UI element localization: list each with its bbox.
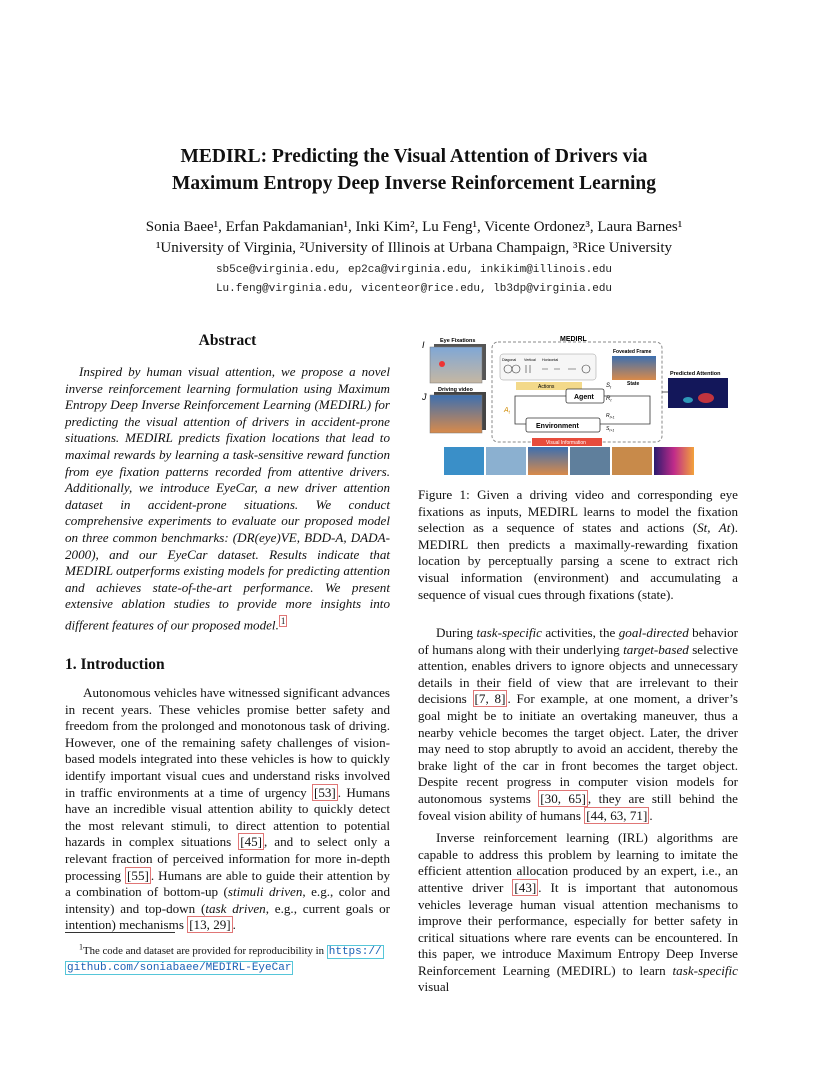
paragraph-3 bbox=[418, 830, 738, 996]
attention-hotspot bbox=[683, 397, 693, 403]
driving-video-label: Driving video bbox=[438, 387, 473, 393]
footnote bbox=[65, 939, 390, 976]
st1-label: $S_{t+1}$ bbox=[606, 426, 615, 433]
author-list: Sonia Baee¹, Erfan Pakdamanian¹, Inki Kim², Lu Feng¹, Vicente Ordonez³, Laura Barnes¹ bbox=[145, 219, 683, 235]
text-italic: task-specific bbox=[672, 962, 738, 978]
emails-line-1: sb5ce@virginia.edu, ep2ca@virginia.edu, inkikim@illinois.edu bbox=[215, 264, 613, 276]
text-span: . bbox=[649, 807, 653, 823]
at-label: $A_t$ bbox=[504, 407, 510, 415]
medirl-diagram bbox=[420, 334, 740, 479]
affiliations: ¹University of Virginia, ²University of Illinois at Urbana Champaign, ³Rice University bbox=[155, 240, 673, 256]
text-span: visual bbox=[418, 979, 450, 995]
j-label: J bbox=[422, 392, 427, 402]
caption-text: ). MEDIRL then predicts a maximally-rewarding fixation location by perceptually parsing a scene to extract rich visual information (environment) and accumulating a sequence of visual cues through fixations (state). bbox=[418, 520, 738, 602]
intro-paragraph-1 bbox=[65, 685, 390, 934]
text-span: activities, the bbox=[541, 625, 619, 640]
right-column-body bbox=[418, 625, 738, 996]
citation-link[interactable]: [43] bbox=[514, 879, 537, 895]
citation-link[interactable]: [13, 29] bbox=[189, 917, 231, 933]
email-block bbox=[0, 261, 828, 299]
state-label: State bbox=[627, 381, 640, 387]
citation-link[interactable]: [7, 8] bbox=[474, 691, 506, 707]
fixation-dot bbox=[439, 361, 445, 367]
foveated-frame-label: Foveated Frame bbox=[613, 349, 652, 355]
text-span: , they are still behind the foveal vision ability of humans bbox=[418, 790, 738, 823]
citation-link[interactable]: [44, 63, 71] bbox=[586, 807, 648, 823]
video-frame-front bbox=[430, 395, 482, 433]
visual-tile bbox=[570, 447, 610, 475]
citation-link[interactable]: [45] bbox=[240, 834, 263, 850]
text-span: Autonomous vehicles have witnessed significant advances in recent years. These vehicles promise better safety and freedom from the prolonged and monotonous task of driving. However, one of the remaining safety challenges of vision-based models integrated into these vehicles is how to quickly identify important visual cues and understand risks involved in traffic environments at a time of urgency bbox=[65, 685, 390, 800]
eye-frame-front bbox=[430, 347, 482, 383]
footnote-url-part-2[interactable]: github.com/soniabaee/MEDIRL-EyeCar bbox=[67, 961, 292, 974]
foveated-frame bbox=[612, 356, 656, 380]
visual-info-label: Visual Information bbox=[546, 440, 586, 446]
attention-hotspot bbox=[698, 393, 714, 403]
visual-tile bbox=[486, 447, 526, 475]
rt1-label: $R_{t+1}$ bbox=[606, 413, 615, 420]
predicted-attention-label: Predicted Attention bbox=[670, 371, 721, 377]
caption-math: St, At bbox=[697, 520, 731, 536]
figure-caption bbox=[418, 487, 738, 603]
eye-fixations-label: Eye Fixations bbox=[440, 338, 476, 344]
visual-tile bbox=[444, 447, 484, 475]
horizontal-label: Horizontal bbox=[542, 358, 559, 362]
diagonal-label: Diagonal bbox=[502, 358, 517, 362]
citation-link[interactable]: [53] bbox=[313, 784, 336, 800]
medirl-label: MEDIRL bbox=[560, 336, 587, 343]
abstract-text bbox=[65, 364, 390, 634]
visual-tile bbox=[528, 447, 568, 475]
footnote-rule bbox=[65, 932, 175, 933]
text-span: . Humans have an incredible visual attention ability to quickly detect the most relevant stimuli, to direct attention to potential hazards in complex situations bbox=[65, 784, 390, 850]
text-span: . bbox=[232, 917, 236, 933]
text-span: , e.g., current goals or intention) mechanisms bbox=[65, 900, 391, 933]
abstract-body: Inspired by human visual attention, we propose a novel inverse reinforcement learning formulation using Maximum Entropy Deep Inverse Reinforcement Learning (MEDIRL) for predicting the visual attention of drivers in accident-prone situations. MEDIRL predicts fixation locations that lead to maximal rewards by learning a task-sensitive reward function from eye fixation patterns recorded from attentive drivers. Additionally, we introduce EyeCar, a new driver attention dataset in accident-prone situations. We conduct comprehensive experiments to evaluate our proposed model on three common benchmarks: (DR(eye)VE, BDD-A, DADA-2000), and our EyeCar dataset. Results indicate that MEDIRL outperforms existing models for predicting attention and achieves state-of-the-art performance. We present extensive ablation studies to provide more insights into different features of our proposed model. bbox=[65, 364, 390, 633]
i-label: I bbox=[422, 340, 425, 350]
citation-link[interactable]: [30, 65] bbox=[540, 790, 586, 806]
caption-text: Figure 1: Given a driving video and corresponding eye fixations as inputs, MEDIRL learns to model the fixation selection as a sequence of states and actions ( bbox=[418, 487, 738, 536]
text-span: Inverse reinforcement learning (IRL) algorithms are capable to address this problem by learning to imitate the efficient attention allocation produced by an expert, i.e., an attentive driver bbox=[418, 830, 738, 895]
paragraph-2 bbox=[418, 625, 738, 824]
text-italic: task-specific bbox=[476, 625, 542, 640]
text-italic: task driven bbox=[205, 900, 266, 916]
text-span: selective attention, enables drivers to ignore objects and unnecessary details in their field of view that are irrelevant to their decisions bbox=[418, 641, 739, 707]
footnote-mark: 1 bbox=[79, 942, 83, 951]
environment-label: Environment bbox=[536, 423, 579, 430]
text-span: . It is important that autonomous vehicles leverage human visual attention mechanisms to improve their performance, especially for better safety in critical situations where rare events can be encountered. In this paper, we introduce Maximum Entropy Deep Inverse Reinforcement Learning (MEDIRL) to learn bbox=[418, 879, 738, 978]
figure-1 bbox=[420, 334, 740, 479]
agent-label: Agent bbox=[574, 394, 594, 401]
visual-tile bbox=[654, 447, 694, 475]
abstract-heading: Abstract bbox=[198, 332, 257, 349]
intro-heading: 1. Introduction bbox=[65, 656, 165, 673]
text-span: . For example, at one moment, a driver’s goal might be to initiate an overtaking maneuver, thus a nearby vehicle becomes the target object. Later, the driver may need to stop abruptly to avoid an accident, thereby the brake light of the car in front becomes the target object. Despite recent progress in computer vision models for autonomous systems bbox=[418, 691, 738, 806]
footnote-text: The code and dataset are provided for reproducibility in bbox=[83, 944, 327, 957]
citation-link[interactable]: [55] bbox=[127, 867, 149, 883]
emails-line-2: Lu.feng@virginia.edu, vicenteor@rice.edu, lb3dp@virginia.edu bbox=[215, 283, 613, 295]
text-span: . Humans are able to guide their attention by a combination of bottom-up ( bbox=[65, 867, 390, 900]
text-italic: goal-directed bbox=[618, 625, 689, 640]
text-italic: stimuli driven bbox=[227, 884, 303, 900]
rt-label: $R_t$ bbox=[606, 396, 612, 403]
footnote-url-part-1[interactable]: https:// bbox=[328, 945, 382, 958]
text-italic: target-based bbox=[623, 641, 689, 657]
st-label: $S_t$ bbox=[606, 383, 612, 390]
paper-title bbox=[0, 143, 828, 197]
predicted-attention-map bbox=[668, 378, 728, 408]
title-line-2: Maximum Entropy Deep Inverse Reinforcement Learning bbox=[171, 173, 656, 194]
vertical-label: Vertical bbox=[524, 358, 536, 362]
footnote-link[interactable]: 1 bbox=[280, 615, 286, 626]
text-span: , and to select only a relevant fraction of perceived information for more in-depth processing bbox=[65, 834, 390, 883]
visual-tile bbox=[612, 447, 652, 475]
title-line-1: MEDIRL: Predicting the Visual Attention of Drivers via bbox=[180, 146, 648, 167]
actions-label: Actions bbox=[538, 384, 555, 390]
text-span: behavior of humans along with their underlying bbox=[418, 625, 738, 657]
author-block bbox=[0, 217, 828, 259]
text-span: During bbox=[436, 625, 477, 640]
text-span: , e.g., color and intensity) and top-down ( bbox=[65, 884, 390, 916]
